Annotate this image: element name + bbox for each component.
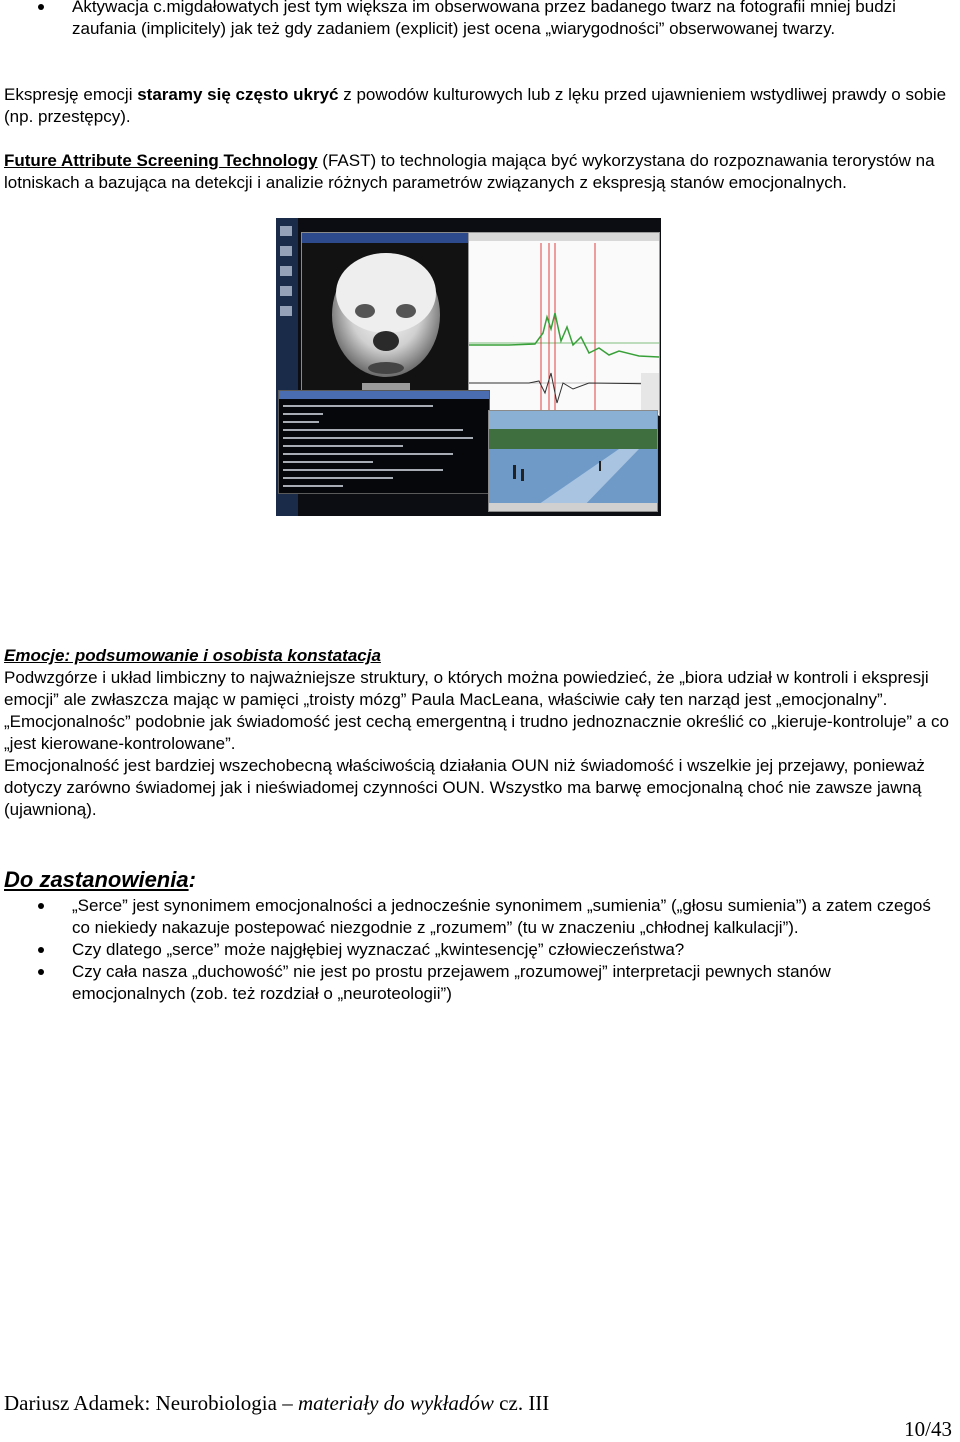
list-item	[0, 895, 940, 939]
list-item-text: Czy cała nasza „duchowość” nie jest po prostu przejawem „rozumowej” interpretacji pewnych stanów emocjonalnych (zob. też rozdział o „neuroteologii”)	[72, 962, 831, 1003]
desktop-icon	[280, 286, 292, 296]
bullet-icon	[38, 4, 44, 10]
terminal-window	[278, 390, 490, 494]
fast-title: Future Attribute Screening Technology	[4, 151, 318, 170]
emocje-paragraph-1: Podwzgórze i układ limbiczny to najważniejsze struktury, o których można powiedzieć, że „biora udział w kontroli i ekspresji emocji” ale zwłaszcza mając w pamięci „troisty mózg” Paula MacLeana, właściwie cały ten narząd jest „emocjonalny”.	[4, 668, 929, 709]
terminal-line	[283, 405, 433, 407]
do-zastanowienia-title: Do zastanowienia	[4, 867, 189, 892]
window-titlebar	[279, 391, 489, 399]
terminal-line	[283, 461, 373, 463]
emocje-paragraph-3: Emocjonalność jest bardziej wszechobecną właściwością działania OUN niż świadomość i wszelkie jej przejawy, ponieważ dotyczy zarówno świadomej jak i nieświadomej czynności OUN. Wszystko ma barwę emocjonalną choć nie zawsze jawną (ujawnioną).	[4, 756, 925, 819]
emocje-section	[4, 645, 954, 821]
signal-graph-window	[468, 232, 660, 416]
ekspresja-bold-text: staramy się często ukryć	[137, 85, 339, 104]
ekspresja-text-before: Ekspresję emocji	[4, 85, 138, 104]
list-item	[0, 0, 956, 40]
fast-paragraph	[4, 150, 954, 194]
signal-waveform-icon	[469, 233, 659, 415]
do-zastanowienia-list	[0, 895, 940, 1005]
terminal-line	[283, 421, 319, 423]
thermal-face-icon	[302, 233, 468, 405]
terminal-line	[283, 429, 463, 431]
footer-dash: –	[276, 1391, 298, 1415]
desktop-icon	[280, 246, 292, 256]
list-item-text: „Serce” jest synonimem emocjonalności a jednocześnie synonimem „sumienia” („głosu sumienia”) a zatem czegoś co niekiedy nakazuje postepować niezgodnie z „rozumem” (tu w znaczeniu „chłodnej kalkulacji”).	[72, 896, 931, 937]
emocje-heading: Emocje: podsumowanie i osobista konstatacja	[4, 646, 381, 665]
footer-author: Dariusz Adamek: Neurobiologia	[4, 1391, 277, 1415]
do-zastanowienia-heading	[4, 866, 196, 894]
page-number: 10/43	[904, 1417, 952, 1441]
heading-colon: :	[188, 867, 196, 892]
footer-italic-title: materiały do wykładów	[297, 1391, 494, 1415]
desktop-icon	[280, 226, 292, 236]
bullet-icon	[38, 947, 44, 953]
window-titlebar	[469, 233, 659, 241]
bullet-text: Aktywacja c.migdałowatych jest tym większa im obserwowana przez badanego twarz na fotografii mniej budzi zaufania (implicitely) jak też gdy zadaniem (explicit) jest ocena „wiarygodności” obserwowanej twarzy.	[72, 0, 896, 38]
thermal-face-window	[301, 232, 469, 406]
bullet-icon	[38, 969, 44, 975]
footer-part: cz. III	[493, 1391, 550, 1415]
footer-citation	[4, 1390, 549, 1416]
terminal-line	[283, 485, 343, 487]
fast-description: (FAST) to technologia mająca być wykorzystana do rozpoznawania terorystów na lotniskach a bazująca na detekcji i analizie różnych parametrów związanych z ekspresją stanów emocjonalnych.	[4, 151, 935, 192]
bullet-icon	[38, 903, 44, 909]
desktop-icon	[280, 306, 292, 316]
list-item-text: Czy dlatego „serce” może najgłębiej wyznaczać „kwintesencję” człowieczeństwa?	[72, 940, 685, 959]
window-titlebar	[302, 233, 468, 243]
fast-system-photo	[276, 218, 661, 516]
top-bullet-list	[0, 0, 956, 40]
surveillance-video-window	[488, 410, 658, 512]
emocje-paragraph-2: „Emocjonalnośc” podobnie jak świadomość jest cechą emergentną i trudno jednoznacznie określić co „kieruje-kontroluje” a co „jest kierowane-kontrolowane”.	[4, 712, 949, 753]
list-item	[0, 939, 940, 961]
desktop-icon	[280, 266, 292, 276]
terminal-line	[283, 413, 323, 415]
list-item	[0, 961, 940, 1005]
ekspresja-paragraph	[4, 84, 954, 128]
terminal-line	[283, 437, 473, 439]
terminal-line	[283, 477, 393, 479]
terminal-line	[283, 469, 443, 471]
surveillance-scene-icon	[489, 411, 657, 511]
terminal-line	[283, 445, 403, 447]
ekspresja-text-after: z powodów kulturowych lub z lęku przed ujawnieniem wstydliwej prawdy o sobie (np. przestępcy).	[4, 85, 947, 126]
terminal-line	[283, 453, 453, 455]
